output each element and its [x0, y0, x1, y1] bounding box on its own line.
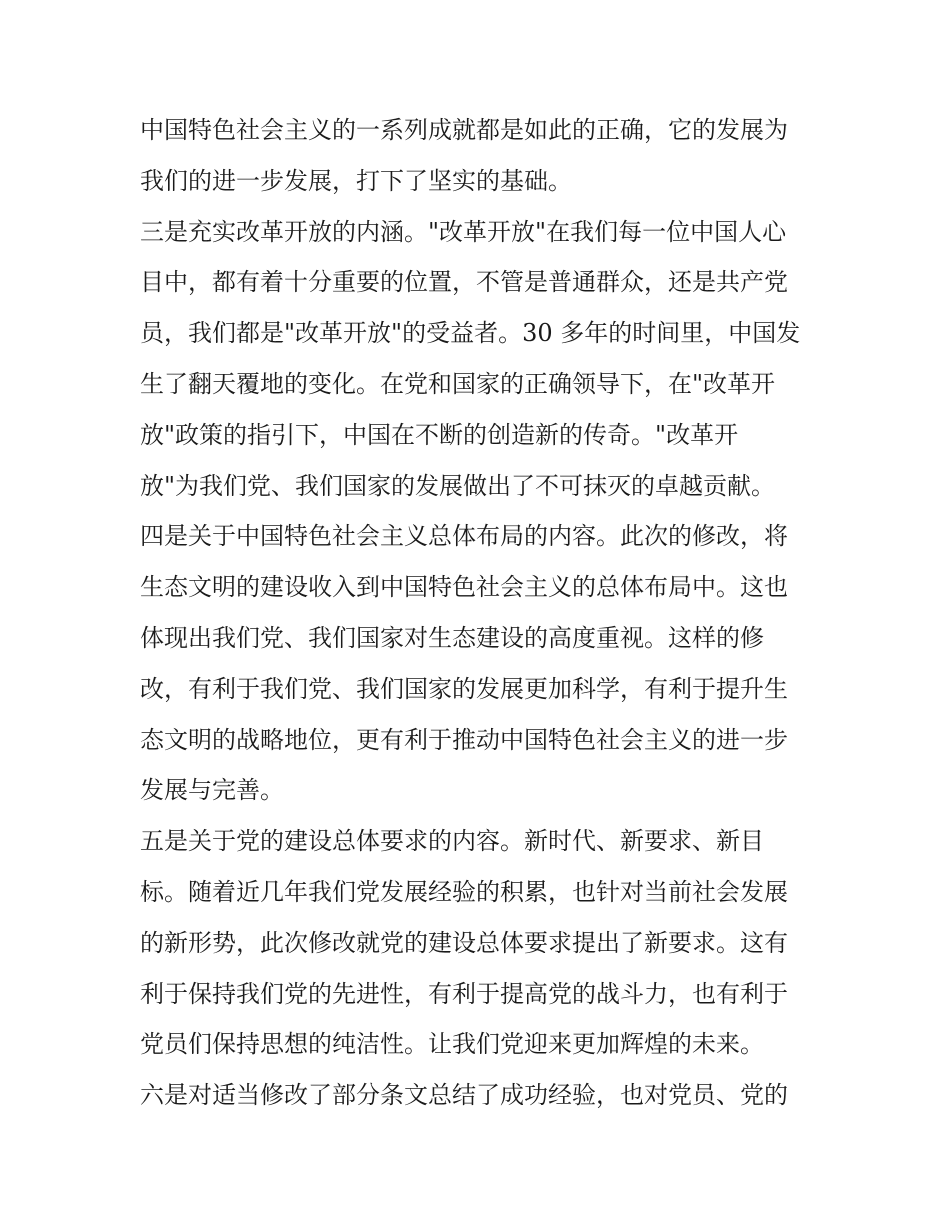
text-line: 体现出我们党、我们国家对生态建设的高度重视。这样的修 [140, 623, 764, 652]
text-line: 中国特色社会主义的一系列成就都是如此的正确，它的发展为 [140, 116, 788, 144]
text-line: 态文明的战略地位，更有利于推动中国特色社会主义的进一步 [140, 725, 788, 754]
document-body [140, 105, 830, 1121]
text-line: 发展与完善。 [140, 776, 284, 805]
text-line: 生了翻天覆地的变化。在党和国家的正确领导下，在"改革开 [140, 369, 776, 398]
text-line: 利于保持我们党的先进性，有利于提高党的战斗力，也有利于 [140, 979, 788, 1008]
text-line: 三是充实改革开放的内涵。"改革开放"在我们每一位中国人心 [140, 217, 787, 246]
text-line: 放"政策的指引下，中国在不断的创造新的传奇。"改革开 [140, 420, 739, 449]
text-line: 员，我们都是"改革开放"的受益者。30 多年的时间里，中国发 [140, 319, 801, 348]
text-line: 标。随着近几年我们党发展经验的积累，也针对当前社会发展 [140, 877, 788, 906]
text-line: 五是关于党的建设总体要求的内容。新时代、新要求、新目 [140, 827, 764, 856]
text-line: 四是关于中国特色社会主义总体布局的内容。此次的修改，将 [140, 522, 788, 551]
text-line: 放"为我们党、我们国家的发展做出了不可抹灭的卓越贡献。 [140, 471, 776, 500]
text-line: 生态文明的建设收入到中国特色社会主义的总体布局中。这也 [140, 573, 788, 602]
text-line: 六是对适当修改了部分条文总结了成功经验，也对党员、党的 [140, 1081, 788, 1110]
text-line: 我们的进一步发展，打下了坚实的基础。 [140, 166, 572, 195]
text-line: 党员们保持思想的纯洁性。让我们党迎来更加辉煌的未来。 [140, 1030, 764, 1059]
text-line: 改，有利于我们党、我们国家的发展更加科学，有利于提升生 [140, 674, 788, 703]
text-line: 的新形势，此次修改就党的建设总体要求提出了新要求。这有 [140, 928, 788, 957]
text-line: 目中，都有着十分重要的位置，不管是普通群众，还是共产党 [140, 268, 788, 297]
